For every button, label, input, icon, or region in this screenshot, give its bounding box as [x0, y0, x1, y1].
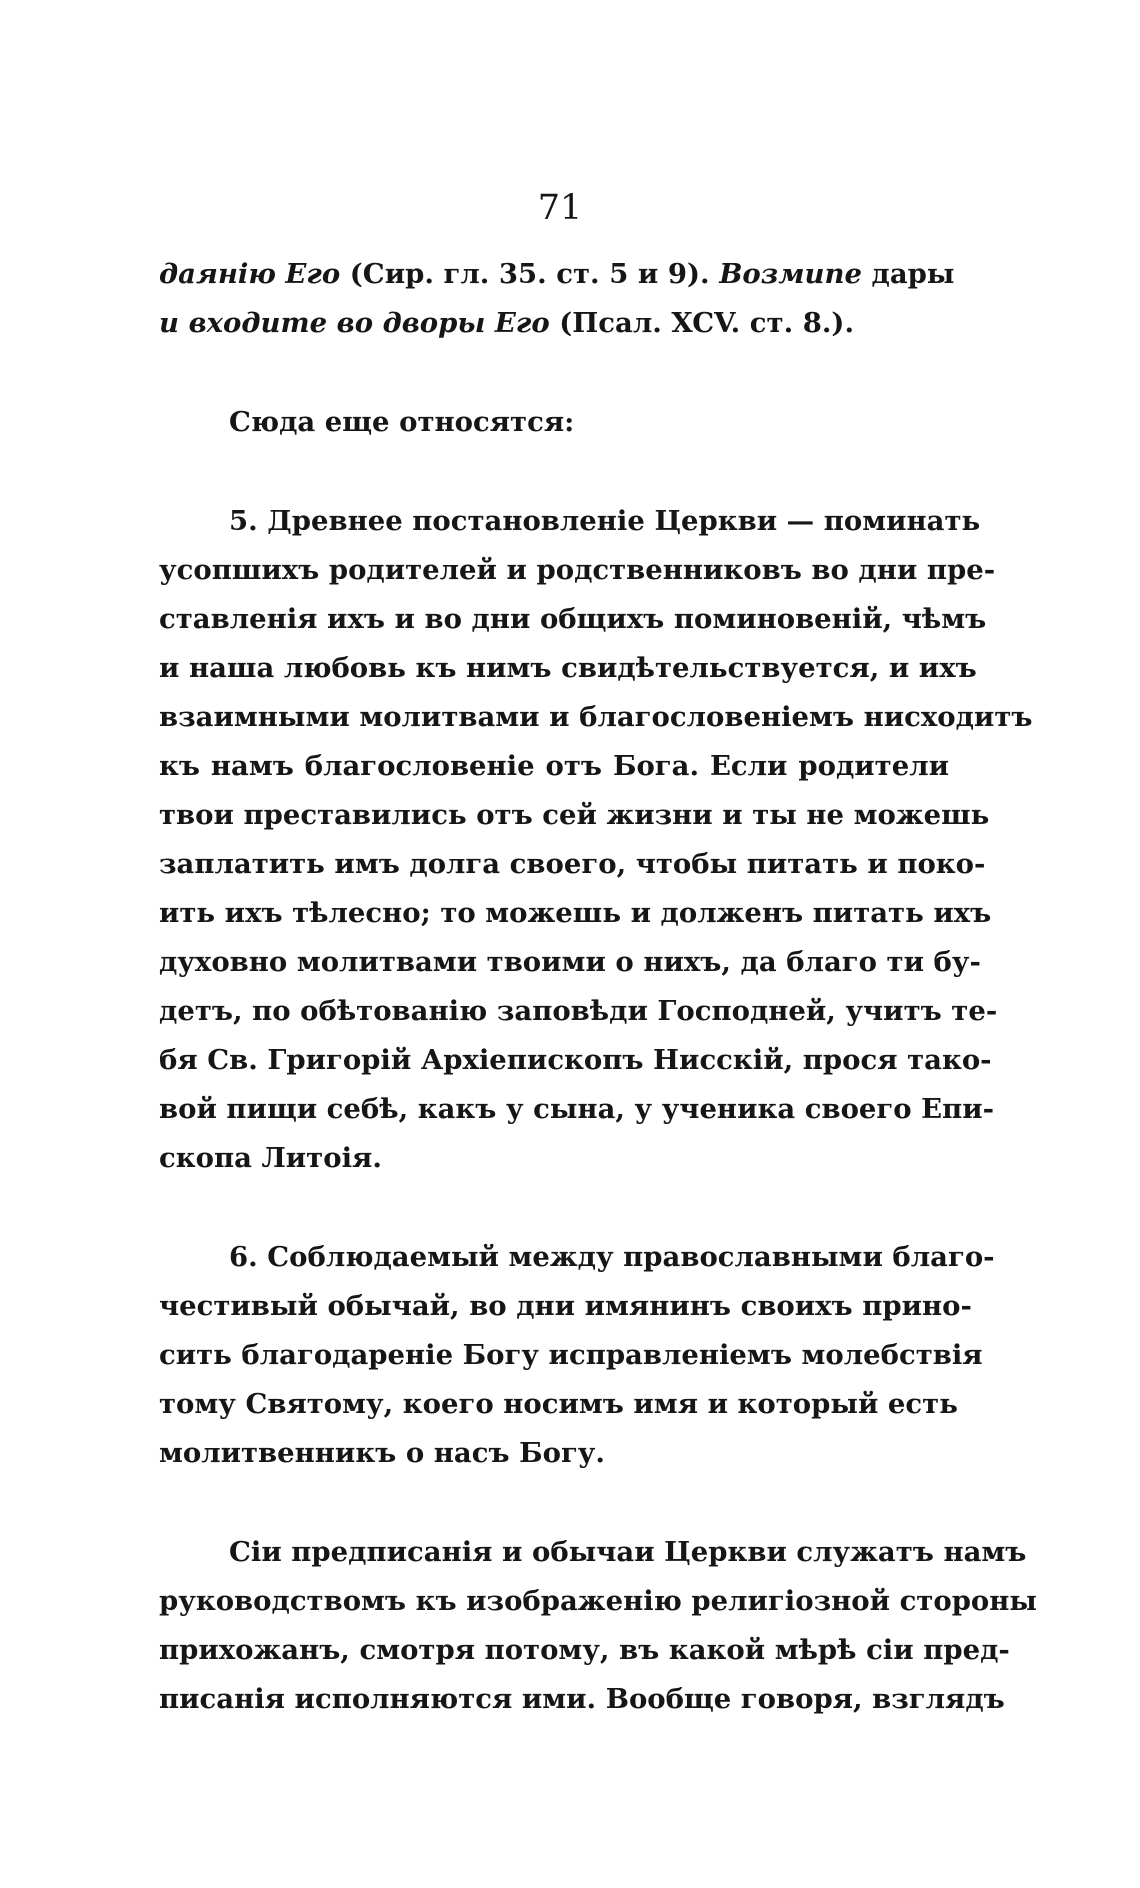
text-line [159, 250, 955, 299]
text-segment: твои преставились отъ сей жизни и ты не можешь [159, 799, 990, 831]
text-line [159, 1331, 983, 1380]
text-segment: молитвенникъ о насъ Богу. [159, 1437, 605, 1469]
text-segment: заплатить имъ долга своего, чтобы питать и поко- [159, 848, 986, 880]
text-segment: ставленія ихъ и во дни общихъ поминовеній, чѣмъ [159, 603, 987, 635]
text-segment: детъ, по обѣтованію заповѣди Господней, учитъ те- [159, 995, 998, 1027]
text-line [159, 1577, 1037, 1626]
text-line [159, 1675, 1005, 1724]
text-line [159, 299, 949, 348]
text-line [159, 1282, 972, 1331]
text-segment: вой пищи себѣ, какъ у сына, у ученика своего Епи- [159, 1093, 995, 1125]
paragraph-p1 [159, 250, 955, 348]
text-line [159, 1429, 949, 1478]
text-line [159, 595, 987, 644]
paragraph-gap [159, 447, 949, 497]
text-line [159, 1036, 992, 1085]
text-line [159, 938, 981, 987]
italic-text: Возмипе [719, 258, 862, 290]
text-line [159, 1380, 958, 1429]
text-segment: Сюда еще относятся: [229, 406, 575, 438]
text-segment: прихожанъ, смотря потому, въ какой мѣрѣ сіи пред- [159, 1634, 1010, 1666]
text-segment: Сіи предписанія и обычаи Церкви служатъ намъ [229, 1536, 1027, 1568]
text-segment: ить ихъ тѣлесно; то можешь и долженъ питать ихъ [159, 897, 992, 929]
text-line [159, 1233, 995, 1282]
text-segment: 5. Древнее постановленіе Церкви — поминать [229, 505, 981, 537]
paragraph-gap [159, 1183, 949, 1233]
paragraph-p3 [159, 497, 1033, 1183]
text-segment: сить благодареніе Богу исправленіемъ молебствія [159, 1339, 983, 1371]
text-line [159, 1085, 995, 1134]
text-line [159, 398, 949, 447]
paragraph-p4 [159, 1233, 995, 1478]
text-segment: духовно молитвами твоими о нихъ, да благо ти бу- [159, 946, 981, 978]
body-text [159, 250, 1037, 1724]
italic-text: и входите во дворы Его [159, 307, 550, 339]
text-line [159, 497, 981, 546]
text-line [159, 693, 1033, 742]
text-line [159, 1134, 949, 1183]
text-segment: скопа Литоія. [159, 1142, 382, 1174]
text-segment: усопшихъ родителей и родственниковъ во дни пре- [159, 554, 996, 586]
italic-text: даянію Его [159, 258, 341, 290]
text-segment: бя Св. Григорій Архіепископъ Нисскій, прося тако- [159, 1044, 992, 1076]
text-segment: честивый обычай, во дни имянинъ своихъ прино- [159, 1290, 972, 1322]
paragraph-p5 [159, 1528, 1037, 1724]
text-line [159, 1626, 1010, 1675]
text-line [159, 1528, 1027, 1577]
paragraph-gap [159, 348, 949, 398]
text-line [159, 644, 977, 693]
text-line [159, 742, 949, 791]
text-line [159, 889, 992, 938]
paragraph-p2 [159, 398, 949, 447]
text-segment: къ намъ благословеніе отъ Бога. Если родители [159, 750, 949, 782]
text-line [159, 840, 986, 889]
text-line [159, 791, 990, 840]
text-segment: тому Святому, коего носимъ имя и который есть [159, 1388, 958, 1420]
text-segment: руководствомъ къ изображенію религіозной стороны [159, 1585, 1037, 1617]
text-segment: (Псал. XCV. ст. 8.). [549, 307, 855, 339]
page-number: 71 [537, 188, 583, 228]
text-segment: 6. Соблюдаемый между православными благо- [229, 1241, 995, 1273]
text-segment: взаимными молитвами и благословеніемъ нисходитъ [159, 701, 1033, 733]
text-line [159, 987, 998, 1036]
text-line [159, 546, 996, 595]
text-segment: и наша любовь къ нимъ свидѣтельствуется, и ихъ [159, 652, 977, 684]
text-segment: дары [861, 258, 955, 290]
paragraph-gap [159, 1478, 949, 1528]
text-segment: (Сир. гл. 35. ст. 5 и 9). [340, 258, 720, 290]
text-segment: писанія исполняются ими. Вообще говоря, взглядъ [159, 1683, 1005, 1715]
